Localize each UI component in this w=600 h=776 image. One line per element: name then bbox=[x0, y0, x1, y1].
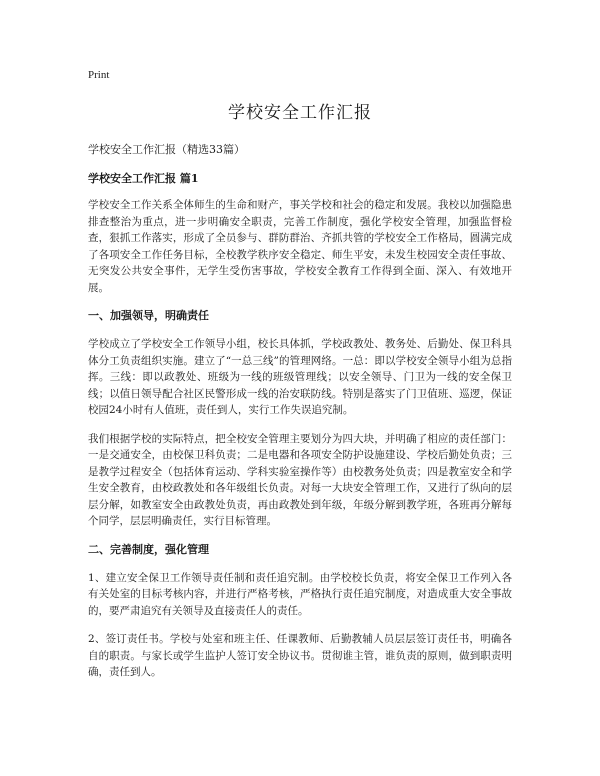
document-title: 学校安全工作汇报 bbox=[228, 103, 372, 123]
chapter-heading: 学校安全工作汇报 篇1 bbox=[88, 172, 199, 185]
document-subtitle: 学校安全工作汇报（精选33篇） bbox=[88, 143, 245, 156]
section-paragraph: 我们根据学校的实际特点，把全校安全管理主要划分为四大块，并明确了相应的责任部门：一是交通安全，由校保卫科负责；二是电器和各项安全防护设施建设、学校后勤处负责；三是教学过程安全（包括体育运动、学科实验室操作等）由校教务处负责；四是教室安全和学生安全教育，由校政教处和各年级组长负责。对每一大块安全管理工作，又进行了纵向的层层分解，如教室安全由政教处负责，再由政教处到年级，年级分解到教学班，各班再分解每个同学，层层明确责任，实行目标管理。 bbox=[88, 432, 512, 527]
intro-paragraph: 学校安全工作关系全体师生的生命和财产，事关学校和社会的稳定和发展。我校以加强隐患排查整治为重点，进一步明确安全职责，完善工作制度，强化学校安全管理，加强监督检查，狠抓工作落实，形成了全员参与、群防群治、齐抓共管的学校安全工作格局，圆满完成了各项安全工作任务目标，全校教学秩序安全稳定、师生平安，未发生校园安全责任事故、无突发公共安全事件，无学生受伤害事故，学校安全教育工作得到全面、深入、有效地开展。 bbox=[88, 199, 512, 294]
section-paragraph: 学校成立了学校安全工作领导小组，校长具体抓，学校政教处、教务处、后勤处、保卫科具体分工负责组织实施。建立了“一总三线”的管理网络。一总：即以学校安全领导小组为总指挥。三线：即以政教处、班级为一线的班级管理线；以安全领导、门卫为一线的安全保卫线；以值日领导配合社区民警形成一线的治安联防线。特别是落实了门卫值班、巡逻，保证校园24小时有人值班，责任到人，实行工作失误追究制。 bbox=[88, 338, 512, 416]
section-heading: 二、完善制度，强化管理 bbox=[88, 542, 209, 556]
section-heading: 一、加强领导，明确责任 bbox=[88, 309, 209, 322]
section-paragraph: 2、签订责任书。学校与处室和班主任、任课教师、后勤教辅人员层层签订责任书，明确各自的职责。与家长或学生监护人签订安全协议书。贯彻谁主管，谁负责的原则，做到职责明确，责任到人。 bbox=[88, 633, 512, 678]
section-paragraph: 1、建立安全保卫工作领导责任制和责任追究制。由学校校长负责，将安全保卫工作列入各有关处室的目标考核内容，并进行严格考核，严格执行责任追究制度，对造成重大安全事故的，要严肃追究有关领导及直接责任人的责任。 bbox=[88, 571, 512, 617]
print-label: Print bbox=[88, 69, 110, 81]
